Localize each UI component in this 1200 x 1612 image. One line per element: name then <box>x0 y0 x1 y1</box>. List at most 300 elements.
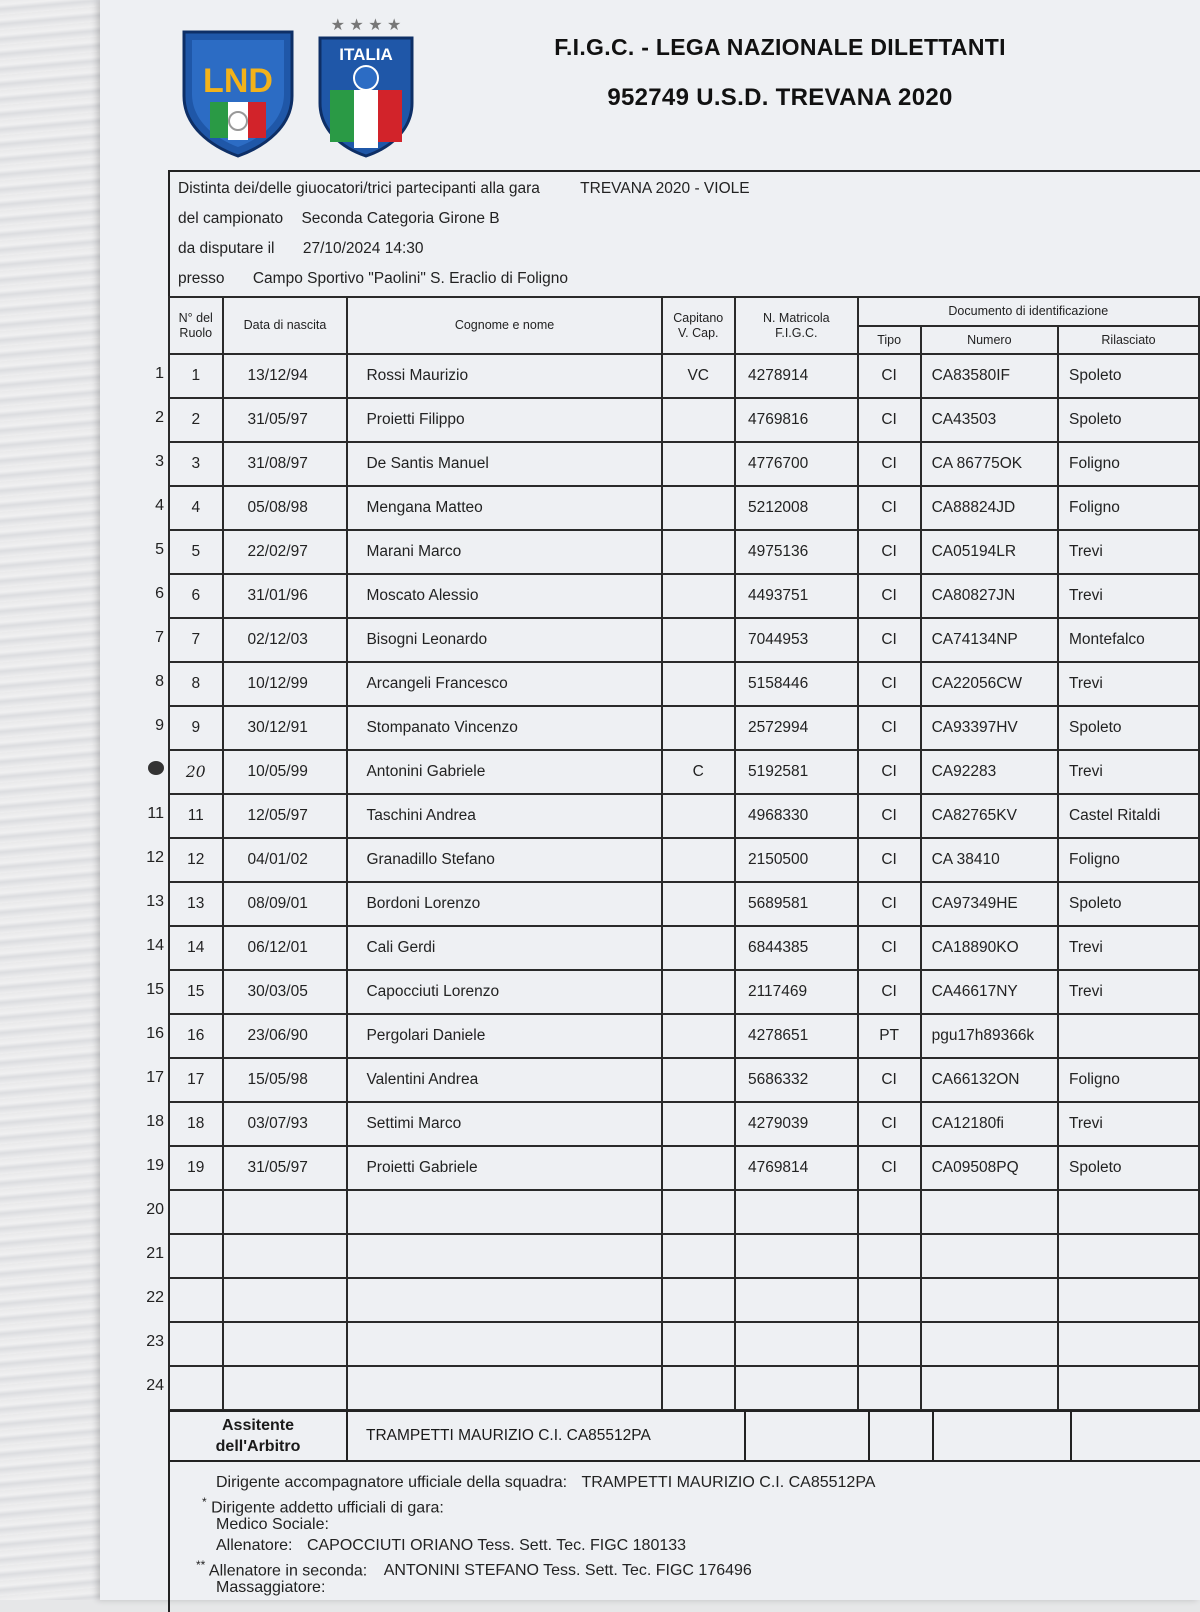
cell-nascita <box>223 1322 348 1366</box>
cell-nome: Stompanato Vincenzo <box>347 706 661 750</box>
cell-rilasciato: Foligno <box>1058 442 1199 486</box>
svg-text:ITALIA: ITALIA <box>339 45 393 64</box>
cell-rilasciato: Spoleto <box>1058 1146 1199 1190</box>
cell-matricola: 5192581 <box>735 750 858 794</box>
cell-nascita <box>223 1278 348 1322</box>
cell-ruolo: 9 <box>169 706 223 750</box>
cell-numero <box>921 1366 1058 1410</box>
table-row <box>169 882 1199 926</box>
table-row <box>169 486 1199 530</box>
table-row <box>169 1102 1199 1146</box>
cell-nascita: 30/03/05 <box>223 970 348 1014</box>
cell-tipo: CI <box>858 926 921 970</box>
cell-cap <box>662 1366 735 1410</box>
cell-nome <box>347 1190 661 1234</box>
cell-rilasciato <box>1058 1014 1199 1058</box>
col-capitano: Capitano V. Cap. <box>662 297 735 354</box>
cell-matricola: 7044953 <box>735 618 858 662</box>
cell-nome: Rossi Maurizio <box>347 354 661 398</box>
campionato-label: del campionato <box>178 210 284 227</box>
row-number: 23 <box>146 1333 164 1350</box>
table-row <box>169 750 1199 794</box>
data-label: da disputare il <box>178 240 275 257</box>
cell-matricola <box>735 1322 858 1366</box>
cell-ruolo: 5 <box>169 530 223 574</box>
cell-cap <box>662 1278 735 1322</box>
cell-numero: CA88824JD <box>921 486 1058 530</box>
cell-tipo: CI <box>858 838 921 882</box>
cell-cap <box>662 794 735 838</box>
cell-nascita: 31/01/96 <box>223 574 348 618</box>
cell-matricola: 4769816 <box>735 398 858 442</box>
allenatore-line <box>216 1537 686 1555</box>
row-number: 21 <box>146 1245 164 1262</box>
cell-nascita: 10/05/99 <box>223 750 348 794</box>
cell-numero: CA05194LR <box>921 530 1058 574</box>
cell-matricola: 4975136 <box>735 530 858 574</box>
row-number: 19 <box>146 1157 164 1174</box>
cell-matricola: 4493751 <box>735 574 858 618</box>
distinta-value: TREVANA 2020 - VIOLE <box>580 180 750 197</box>
cell-nome <box>347 1278 661 1322</box>
table-row <box>169 794 1199 838</box>
cell-nome: Settimi Marco <box>347 1102 661 1146</box>
svg-text:LND: LND <box>203 62 273 100</box>
cell-matricola: 4278914 <box>735 354 858 398</box>
row-number: 6 <box>155 585 164 602</box>
cell-cap <box>662 1146 735 1190</box>
cell-cap <box>662 574 735 618</box>
medico-label: Medico Sociale: <box>216 1516 329 1533</box>
table-row <box>169 398 1199 442</box>
cell-rilasciato: Trevi <box>1058 970 1199 1014</box>
cell-nome: De Santis Manuel <box>347 442 661 486</box>
cell-ruolo: 6 <box>169 574 223 618</box>
cell-tipo: CI <box>858 398 921 442</box>
table-row <box>169 574 1199 618</box>
massaggiatore-line <box>216 1579 325 1597</box>
roster-body <box>169 354 1199 1410</box>
allenatore-seconda-value: ANTONINI STEFANO Tess. Sett. Tec. FIGC 176496 <box>383 1562 752 1580</box>
row-number <box>130 761 164 780</box>
cell-tipo: CI <box>858 1058 921 1102</box>
row-number: 16 <box>146 1025 164 1042</box>
cell-nome: Bordoni Lorenzo <box>347 882 661 926</box>
federation-title: F.I.G.C. - LEGA NAZIONALE DILETTANTI <box>554 34 1006 60</box>
header-row <box>169 297 1199 326</box>
cell-ruolo: 19 <box>169 1146 223 1190</box>
cell-rilasciato <box>1058 1278 1199 1322</box>
row-number: 14 <box>146 937 164 954</box>
cell-rilasciato: Trevi <box>1058 662 1199 706</box>
cell-nascita: 08/09/01 <box>223 882 348 926</box>
col-ruolo: N° del Ruolo <box>169 297 223 354</box>
col-tipo: Tipo <box>858 326 921 354</box>
cell-ruolo: 4 <box>169 486 223 530</box>
referee-assistant-label: Assitente dell'Arbitro <box>215 1417 301 1455</box>
dirigente-addetto-label: Dirigente addetto ufficiali di gara: <box>211 1499 444 1517</box>
table-row <box>169 970 1199 1014</box>
cell-ruolo <box>169 1322 223 1366</box>
cell-numero: CA74134NP <box>921 618 1058 662</box>
cell-nome: Marani Marco <box>347 530 661 574</box>
allenatore-seconda-label: Allenatore in seconda: <box>208 1562 368 1580</box>
row-number: 8 <box>155 673 164 690</box>
table-row <box>169 1014 1199 1058</box>
col-documento: Documento di identificazione <box>858 297 1199 326</box>
cell-matricola: 5689581 <box>735 882 858 926</box>
cell-nome: Arcangeli Francesco <box>347 662 661 706</box>
cell-numero <box>921 1278 1058 1322</box>
cell-matricola: 4776700 <box>735 442 858 486</box>
cell-nascita: 05/08/98 <box>223 486 348 530</box>
cell-ruolo: 18 <box>169 1102 223 1146</box>
cell-nascita: 22/02/97 <box>223 530 348 574</box>
cell-matricola: 2572994 <box>735 706 858 750</box>
wood-background <box>0 0 112 1600</box>
cell-tipo: CI <box>858 1146 921 1190</box>
cell-cap <box>662 882 735 926</box>
cell-cap <box>662 706 735 750</box>
table-row <box>169 706 1199 750</box>
cell-nascita: 31/08/97 <box>223 442 348 486</box>
cell-ruolo: 1 <box>169 354 223 398</box>
cell-matricola: 6844385 <box>735 926 858 970</box>
cell-cap <box>662 1190 735 1234</box>
row-number: 22 <box>146 1289 164 1306</box>
cell-matricola <box>735 1366 858 1410</box>
cell-nome <box>347 1366 661 1410</box>
cell-cap <box>662 1322 735 1366</box>
cell-nome <box>347 1322 661 1366</box>
table-row <box>169 838 1199 882</box>
cell-matricola: 5686332 <box>735 1058 858 1102</box>
table-row <box>169 1366 1199 1410</box>
cell-numero: CA93397HV <box>921 706 1058 750</box>
cell-matricola: 5212008 <box>735 486 858 530</box>
cell-numero: CA 38410 <box>921 838 1058 882</box>
referee-assistant-box <box>168 1410 1200 1462</box>
cell-cap <box>662 486 735 530</box>
table-row <box>169 618 1199 662</box>
cell-rilasciato: Montefalco <box>1058 618 1199 662</box>
cell-ruolo: 11 <box>169 794 223 838</box>
cell-rilasciato: Trevi <box>1058 926 1199 970</box>
row-number: 11 <box>147 805 164 822</box>
cell-nome: Granadillo Stefano <box>347 838 661 882</box>
table-row <box>169 1058 1199 1102</box>
cell-tipo: CI <box>858 1102 921 1146</box>
cell-nascita: 30/12/91 <box>223 706 348 750</box>
dirigente-accompagnatore-label: Dirigente accompagnatore ufficiale della squadra: <box>216 1474 568 1491</box>
cell-ruolo: 13 <box>169 882 223 926</box>
cell-cap: C <box>662 750 735 794</box>
row-number: 7 <box>155 629 164 646</box>
divider <box>1070 1412 1072 1460</box>
cell-numero: CA83580IF <box>921 354 1058 398</box>
cell-nascita: 13/12/94 <box>223 354 348 398</box>
cell-cap <box>662 398 735 442</box>
distinta-label: Distinta dei/delle giuocatori/trici partecipanti alla gara <box>178 180 540 197</box>
cell-ruolo: 3 <box>169 442 223 486</box>
row-number: 12 <box>146 849 164 866</box>
row-number: 18 <box>146 1113 164 1130</box>
cell-tipo: CI <box>858 882 921 926</box>
cell-cap <box>662 662 735 706</box>
cell-tipo: CI <box>858 794 921 838</box>
cell-rilasciato: Spoleto <box>1058 706 1199 750</box>
col-matricola: N. Matricola F.I.G.C. <box>735 297 858 354</box>
cell-nome <box>347 1234 661 1278</box>
cell-numero: CA66132ON <box>921 1058 1058 1102</box>
cell-nascita: 31/05/97 <box>223 1146 348 1190</box>
roster-table <box>168 296 1200 1411</box>
cell-nome: Valentini Andrea <box>347 1058 661 1102</box>
cell-rilasciato: Trevi <box>1058 574 1199 618</box>
row-number: 4 <box>155 497 164 514</box>
cell-rilasciato: Trevi <box>1058 530 1199 574</box>
cell-tipo: CI <box>858 442 921 486</box>
cell-nome: Bisogni Leonardo <box>347 618 661 662</box>
cell-matricola: 2117469 <box>735 970 858 1014</box>
cell-tipo: CI <box>858 750 921 794</box>
dirigente-addetto-line <box>202 1495 444 1517</box>
cell-nome: Cali Gerdi <box>347 926 661 970</box>
cell-nascita <box>223 1366 348 1410</box>
figc-logo <box>316 8 416 163</box>
cell-numero: CA12180fi <box>921 1102 1058 1146</box>
cell-nome: Proietti Gabriele <box>347 1146 661 1190</box>
cell-ruolo: 14 <box>169 926 223 970</box>
cell-ruolo <box>169 1190 223 1234</box>
cell-cap <box>662 442 735 486</box>
cell-nome: Moscato Alessio <box>347 574 661 618</box>
cell-tipo: CI <box>858 970 921 1014</box>
dirigente-accompagnatore-value: TRAMPETTI MAURIZIO C.I. CA85512PA <box>581 1474 876 1491</box>
cell-numero: CA22056CW <box>921 662 1058 706</box>
allenatore-seconda-line <box>196 1558 752 1580</box>
cell-nome: Capocciuti Lorenzo <box>347 970 661 1014</box>
cell-numero: CA92283 <box>921 750 1058 794</box>
cell-cap <box>662 1102 735 1146</box>
lnd-logo <box>178 26 298 166</box>
cell-tipo: CI <box>858 662 921 706</box>
cell-nascita <box>223 1234 348 1278</box>
row-number: 24 <box>146 1377 164 1394</box>
cell-nome: Antonini Gabriele <box>347 750 661 794</box>
cell-nome: Mengana Matteo <box>347 486 661 530</box>
presso-value: Campo Sportivo "Paolini" S. Eraclio di Foligno <box>252 270 568 287</box>
cell-rilasciato: Castel Ritaldi <box>1058 794 1199 838</box>
row-number: 3 <box>155 453 164 470</box>
table-row <box>169 1322 1199 1366</box>
table-row <box>169 1190 1199 1234</box>
divider <box>932 1412 934 1460</box>
table-row <box>169 530 1199 574</box>
cell-tipo: CI <box>858 486 921 530</box>
cell-tipo: CI <box>858 618 921 662</box>
divider <box>744 1412 746 1460</box>
cell-rilasciato <box>1058 1366 1199 1410</box>
table-row <box>169 442 1199 486</box>
cell-numero: CA43503 <box>921 398 1058 442</box>
cell-cap <box>662 1014 735 1058</box>
cell-nascita <box>223 1190 348 1234</box>
table-row <box>169 1146 1199 1190</box>
cell-nascita: 31/05/97 <box>223 398 348 442</box>
ink-blot-icon <box>148 761 164 775</box>
svg-text:★ ★ ★ ★: ★ ★ ★ ★ <box>330 17 402 34</box>
cell-cap <box>662 530 735 574</box>
cell-rilasciato: Trevi <box>1058 750 1199 794</box>
cell-numero: CA82765KV <box>921 794 1058 838</box>
cell-nome: Proietti Filippo <box>347 398 661 442</box>
cell-rilasciato <box>1058 1190 1199 1234</box>
cell-numero <box>921 1322 1058 1366</box>
cell-cap <box>662 926 735 970</box>
distinta-line <box>178 180 750 198</box>
cell-ruolo: 15 <box>169 970 223 1014</box>
dirigente-accompagnatore-line <box>216 1474 875 1492</box>
campionato-value: Seconda Categoria Girone B <box>301 210 500 227</box>
cell-ruolo: 8 <box>169 662 223 706</box>
allenatore-value: CAPOCCIUTI ORIANO Tess. Sett. Tec. FIGC 180133 <box>306 1537 687 1554</box>
cell-matricola: 2150500 <box>735 838 858 882</box>
cell-matricola <box>735 1278 858 1322</box>
row-number: 2 <box>155 409 164 426</box>
table-row <box>169 662 1199 706</box>
cell-nascita: 06/12/01 <box>223 926 348 970</box>
cell-tipo: PT <box>858 1014 921 1058</box>
row-number: 1 <box>155 365 164 382</box>
cell-tipo: CI <box>858 706 921 750</box>
row-number: 9 <box>155 717 164 734</box>
cell-cap <box>662 970 735 1014</box>
col-rilasciato: Rilasciato <box>1058 326 1199 354</box>
col-nome: Cognome e nome <box>347 297 661 354</box>
cell-tipo <box>858 1278 921 1322</box>
cell-tipo: CI <box>858 574 921 618</box>
col-nascita: Data di nascita <box>223 297 348 354</box>
cell-matricola: 4279039 <box>735 1102 858 1146</box>
cell-rilasciato: Spoleto <box>1058 354 1199 398</box>
cell-numero: CA09508PQ <box>921 1146 1058 1190</box>
cell-numero: CA18890KO <box>921 926 1058 970</box>
medico-line <box>216 1516 329 1534</box>
data-value: 27/10/2024 14:30 <box>302 240 424 257</box>
cell-tipo <box>858 1190 921 1234</box>
cell-ruolo: 12 <box>169 838 223 882</box>
cell-nascita: 02/12/03 <box>223 618 348 662</box>
cell-tipo <box>858 1366 921 1410</box>
cell-rilasciato: Foligno <box>1058 838 1199 882</box>
cell-matricola <box>735 1190 858 1234</box>
cell-tipo <box>858 1322 921 1366</box>
cell-ruolo <box>169 1278 223 1322</box>
referee-assistant-name: TRAMPETTI MAURIZIO C.I. CA85512PA <box>366 1427 651 1444</box>
club-title: 952749 U.S.D. TREVANA 2020 <box>607 84 953 111</box>
cell-numero: pgu17h89366k <box>921 1014 1058 1058</box>
cell-rilasciato: Trevi <box>1058 1102 1199 1146</box>
cell-nascita: 15/05/98 <box>223 1058 348 1102</box>
cell-matricola: 4968330 <box>735 794 858 838</box>
cell-ruolo: 20 <box>169 750 223 794</box>
cell-tipo: CI <box>858 530 921 574</box>
table-row <box>169 926 1199 970</box>
cell-tipo: CI <box>858 354 921 398</box>
double-asterisk-mark: ** <box>196 1558 206 1572</box>
massaggiatore-label: Massaggiatore: <box>216 1579 326 1596</box>
cell-cap: VC <box>662 354 735 398</box>
data-line <box>178 240 424 258</box>
match-info-box <box>168 170 1200 298</box>
table-row <box>169 1234 1199 1278</box>
cell-ruolo: 2 <box>169 398 223 442</box>
table-row <box>169 354 1199 398</box>
cell-rilasciato: Spoleto <box>1058 398 1199 442</box>
cell-numero <box>921 1190 1058 1234</box>
cell-numero: CA46617NY <box>921 970 1058 1014</box>
cell-nascita: 04/01/02 <box>223 838 348 882</box>
cell-rilasciato: Foligno <box>1058 1058 1199 1102</box>
col-numero: Numero <box>921 326 1058 354</box>
cell-rilasciato <box>1058 1234 1199 1278</box>
cell-matricola: 4769814 <box>735 1146 858 1190</box>
cell-tipo <box>858 1234 921 1278</box>
cell-ruolo: 16 <box>169 1014 223 1058</box>
cell-numero: CA80827JN <box>921 574 1058 618</box>
divider <box>868 1412 870 1460</box>
cell-matricola <box>735 1234 858 1278</box>
staff-section <box>168 1462 1200 1612</box>
cell-cap <box>662 618 735 662</box>
row-number: 13 <box>146 893 164 910</box>
cell-ruolo <box>169 1366 223 1410</box>
cell-nascita: 12/05/97 <box>223 794 348 838</box>
divider <box>346 1412 348 1460</box>
presso-line <box>178 270 568 288</box>
cell-ruolo <box>169 1234 223 1278</box>
cell-ruolo: 7 <box>169 618 223 662</box>
cell-cap <box>662 838 735 882</box>
cell-rilasciato: Spoleto <box>1058 882 1199 926</box>
cell-cap <box>662 1058 735 1102</box>
cell-rilasciato: Foligno <box>1058 486 1199 530</box>
cell-rilasciato <box>1058 1322 1199 1366</box>
cell-matricola: 4278651 <box>735 1014 858 1058</box>
cell-cap <box>662 1234 735 1278</box>
cell-numero: CA 86775OK <box>921 442 1058 486</box>
cell-numero <box>921 1234 1058 1278</box>
cell-ruolo: 17 <box>169 1058 223 1102</box>
row-number: 20 <box>146 1201 164 1218</box>
table-row <box>169 1278 1199 1322</box>
cell-nascita: 23/06/90 <box>223 1014 348 1058</box>
row-number: 17 <box>146 1069 164 1086</box>
campionato-line <box>178 210 500 228</box>
cell-nome: Pergolari Daniele <box>347 1014 661 1058</box>
cell-nascita: 10/12/99 <box>223 662 348 706</box>
asterisk-mark: * <box>202 1495 207 1509</box>
presso-label: presso <box>178 270 225 287</box>
row-number: 5 <box>155 541 164 558</box>
cell-numero: CA97349HE <box>921 882 1058 926</box>
row-number: 15 <box>146 981 164 998</box>
allenatore-label: Allenatore: <box>216 1537 293 1554</box>
cell-matricola: 5158446 <box>735 662 858 706</box>
cell-nascita: 03/07/93 <box>223 1102 348 1146</box>
cell-nome: Taschini Andrea <box>347 794 661 838</box>
